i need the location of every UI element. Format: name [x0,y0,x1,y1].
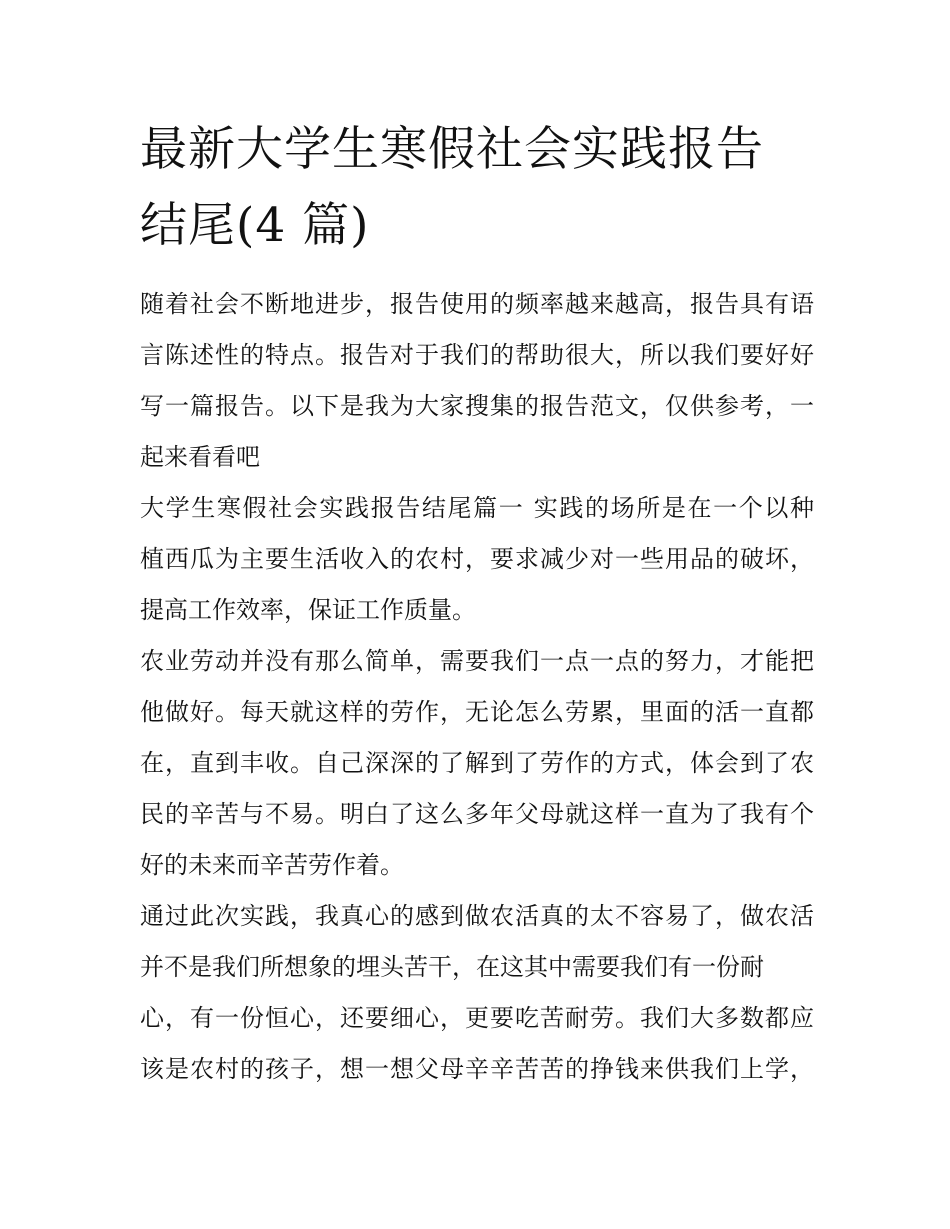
paragraph-farm-labor [140,636,814,891]
text-line: 言陈述性的特点。报告对于我们的帮助很大，所以我们要好好 [140,341,814,369]
text-line: 该是农村的孩子，想一想父母辛辛苦苦的挣钱来供我们上学， [140,1055,814,1083]
document-body [140,279,814,1095]
text-line: 随着社会不断地进步，报告使用的频率越来越高，报告具有语 [140,290,814,318]
text-line: 他做好。每天就这样的劳作，无论怎么劳累，里面的活一直都 [140,698,814,726]
paragraph-article-one [140,483,814,636]
text-line: 民的辛苦与不易。明白了这么多年父母就这样一直为了我有个 [140,800,814,828]
text-line: 心，有一份恒心，还要细心，更要吃苦耐劳。我们大多数都应 [140,1004,814,1032]
text-line: 植西瓜为主要生活收入的农村，要求减少对一些用品的破坏， [140,545,814,573]
text-line: 在，直到丰收。自己深深的了解到了劳作的方式，体会到了农 [140,749,814,777]
document-title [140,112,820,264]
text-line: 提高工作效率，保证工作质量。 [140,596,476,624]
title-line: 最新大学生寒假社会实践报告 [140,122,764,177]
text-line: 好的未来而辛苦劳作着。 [140,851,404,879]
text-line: 起来看看吧 [140,443,260,471]
paragraph-reflection [140,891,814,1095]
text-line: 通过此次实践，我真心的感到做农活真的太不容易了，做农活 [140,902,814,930]
text-line: 大学生寒假社会实践报告结尾篇一 实践的场所是在一个以种 [140,494,814,522]
text-line: 农业劳动并没有那么简单，需要我们一点一点的努力，才能把 [140,647,814,675]
title-line: 结尾(4 篇) [140,198,370,253]
text-line: 写一篇报告。以下是我为大家搜集的报告范文，仅供参考，一 [140,392,814,420]
paragraph-intro [140,279,814,483]
text-line: 并不是我们所想象的埋头苦干，在这其中需要我们有一份耐 [140,953,764,981]
